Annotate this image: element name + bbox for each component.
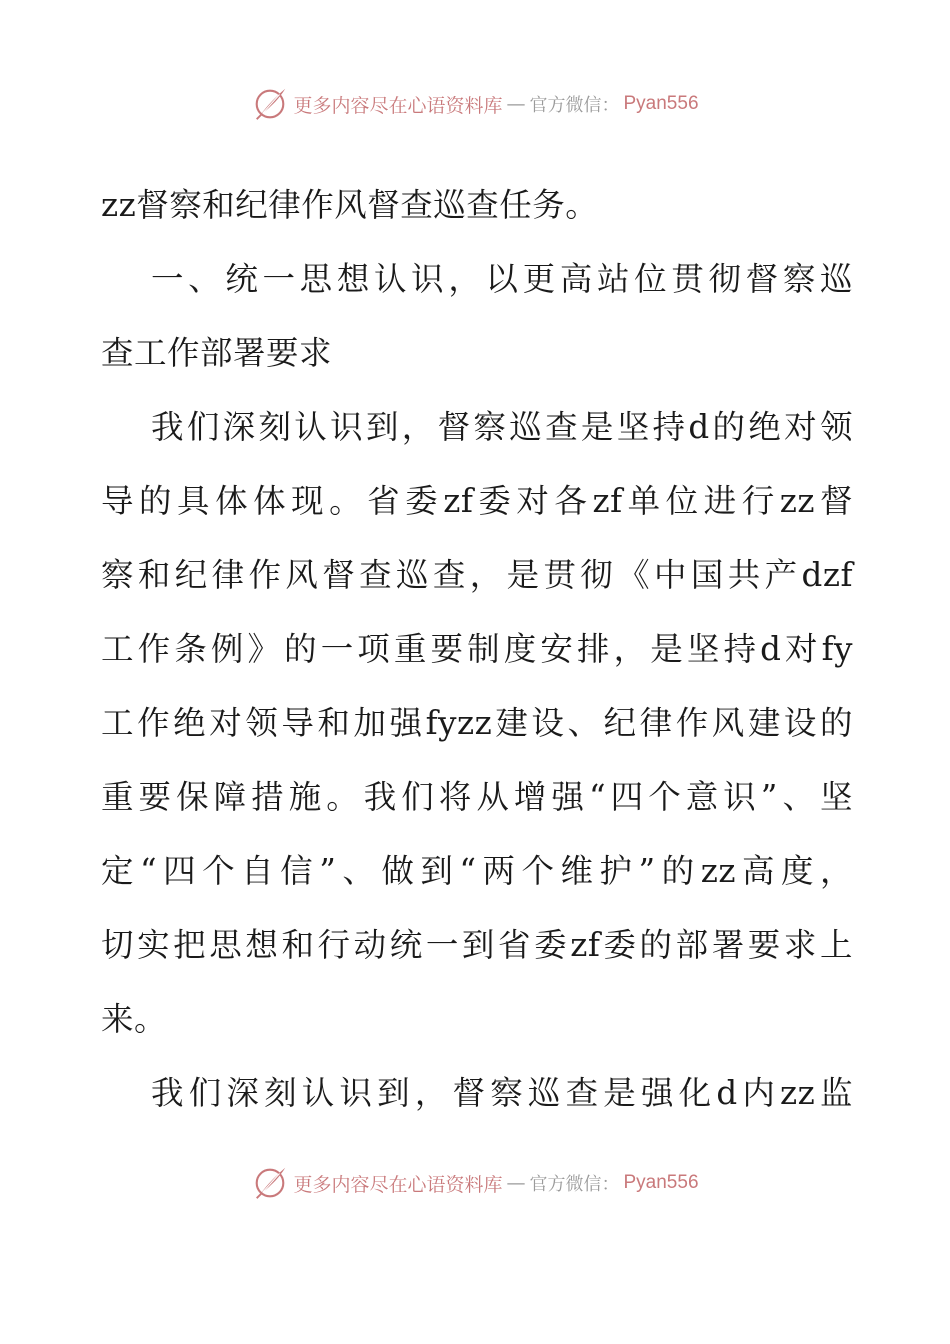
text-line: 工作条例》的一项重要制度安排，是坚持d对fy	[101, 630, 853, 668]
header-banner	[0, 82, 950, 126]
quill-logo-icon	[251, 1164, 289, 1202]
footer-dash: —	[506, 1172, 526, 1194]
text-line: 切实把思想和行动统一到省委zf委的部署要求上	[101, 926, 853, 964]
text-line: 定“四个自信”、做到“两个维护”的zz高度，	[101, 852, 853, 890]
text-line: zz督察和纪律作风督查巡查任务。	[101, 186, 599, 224]
footer-brand-text: 更多内容尽在心语资料库	[293, 1173, 503, 1196]
header-wechat-id: Pyan556	[623, 93, 699, 114]
header-banner-content	[251, 85, 698, 123]
section-heading-line: 一、统一思想认识，以更高站位贯彻督察巡	[151, 260, 853, 298]
header-brand-text: 更多内容尽在心语资料库	[293, 94, 503, 117]
text-line: 重要保障措施。我们将从增强“四个意识”、坚	[101, 778, 853, 816]
text-line: 我们深刻认识到，督察巡查是坚持d的绝对领	[151, 408, 853, 446]
text-line: 导的具体体现。省委zf委对各zf单位进行zz督	[101, 482, 853, 520]
section-heading-line: 查工作部署要求	[101, 334, 333, 372]
quill-logo-icon	[251, 85, 289, 123]
text-line: 我们深刻认识到，督察巡查是强化d内zz监	[151, 1074, 853, 1112]
document-body	[101, 168, 853, 1130]
header-wechat-label: 官方微信：	[529, 95, 620, 116]
footer-banner	[0, 1161, 950, 1205]
footer-wechat-id: Pyan556	[623, 1172, 699, 1193]
footer-banner-content	[251, 1164, 698, 1202]
text-line: 察和纪律作风督查巡查，是贯彻《中国共产dzf	[101, 556, 853, 594]
header-dash: —	[506, 93, 526, 115]
text-line: 工作绝对领导和加强fyzz建设、纪律作风建设的	[101, 704, 853, 742]
text-line: 来。	[101, 1000, 168, 1038]
footer-wechat-label: 官方微信：	[529, 1174, 620, 1195]
